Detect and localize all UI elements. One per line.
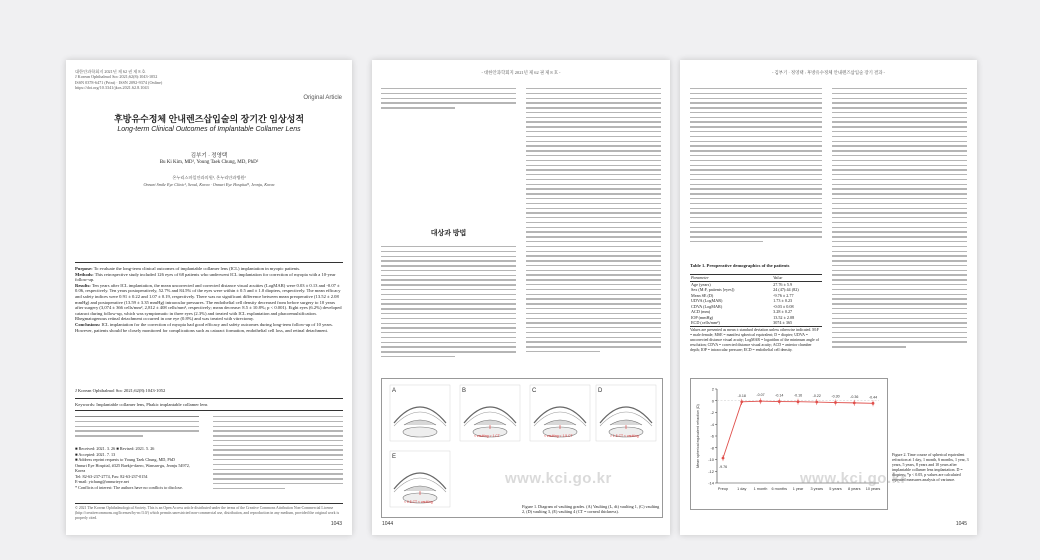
data-label: -0.22	[812, 394, 821, 399]
x-tick-label: 3 years	[810, 487, 823, 491]
diagram-panel	[390, 385, 450, 441]
info-line: ■ Received: 2021. 3. 26 ■ Revised: 2021. 5. 26	[75, 446, 155, 451]
data-point	[834, 401, 837, 404]
figure-1-vaulting-diagram	[381, 378, 663, 518]
authors-english: Bu Ki Kim, MD¹, Young Taek Chung, MD, PhD²	[159, 160, 259, 165]
section-heading: 대상과 방법	[430, 229, 467, 237]
y-tick-label: -2	[710, 410, 714, 415]
vault-label: < 0.5 CT < vaulting	[404, 500, 433, 504]
affiliation-korean: 온누리스마일안과의원¹, 온누리안과병원²	[172, 175, 246, 180]
diagram-panel	[596, 385, 656, 441]
table-row: CDVA (LogMAR) -0.03 ± 0.08	[691, 303, 794, 309]
data-point	[872, 402, 875, 405]
figure-1-caption: Figure 1. Diagram of vaulting grades. (A) Vaulting (L, dt) vaulting 1, (C) vaulting 2, (D) vaulting 3, (E) vaulting 4 (CT = corneal thickness).	[522, 504, 660, 515]
title-korean: 후방유수정체 안내렌즈삽입술의 장기간 임상성적	[113, 114, 305, 124]
meta-line: 대한안과학회지 2021년 제 62 권 제 8 호	[75, 69, 146, 74]
body-text-left	[690, 88, 822, 256]
running-head: - 김부기 · 정영택 : 후방유수정체 안내렌즈삽입술 장기 결과 -	[771, 70, 886, 75]
divider	[75, 398, 343, 399]
page-number: 1044	[382, 521, 394, 527]
table-1	[690, 274, 822, 327]
info-line: Onnuri Eye Hospital, #325 Baekje-daero, Wansan-gu, Jeonju 54972, Korea	[75, 462, 190, 473]
meta-line: ISSN 0378-6471 (Print) · ISSN 2092-9374 (Online)	[75, 79, 163, 85]
data-label: -0.44	[868, 395, 878, 400]
article-type: Original Article	[303, 95, 342, 101]
abstract-results: Results: Ten years after ICL implantation, the mean uncorrected and corrected distance visual acuities (LogMAR) were 0.03 ± 0.13 and -0.07 ± 0.06, respectively. Ten years postoperatively, 52.7% and 84.5% of the eyes were within ± 0.5 and ± 1.0 diopters, respectively. The mean efficacy and safety indices were 0.91 ± 0.22 and 1.07 ± 0.19, respectively. There was no significant difference between mean preoperative (13.52 ± 2.08 mmHg) and postoperative (13.59 ± 3.35 mmHg) intraocular pressures. The endothelial cell density decreased from before surgery to 10 years after surgery (3,074 ± 366 cells/mm², 2,812 ± 408 cells/mm², respectively; mean decrease: 8.5 ± 10.8%; p < 0.001). Eight eyes (6.2%) developed cataract during follow-up, which was symptomatic in three eyes (2.3%) and treated with ICL explantation and phacoemulsification. Rhegmatogenous retinal detachment occurred in one eye (0.8%) and was treated with vitrectomy.	[75, 282, 342, 322]
abstract-methods: Methods: This retrospective study included 126 eyes of 68 patients who underwent ICL implantation for correction of myopia with a 10-year follow-up.	[75, 271, 336, 283]
y-tick-label: 0	[711, 398, 714, 404]
journal-reference: J Korean Ophthalmol Soc 2021;62(8):1043-1052	[75, 388, 166, 393]
series-line	[723, 401, 873, 458]
table-header: Parameter	[690, 275, 772, 282]
x-tick-label: 8 years	[848, 487, 861, 491]
vaulting-diagram-svg	[382, 379, 662, 517]
figure-2-caption: Figure 2. Time course of spherical equivalent refraction at 1 day, 1 month, 6 months, 1 year, 3 years, 5 years, 8 years and 10 years after implantable collamer lens implantation. D = diopters; *p < 0.05, p values are calculated repeated measures analysis of variance.	[892, 452, 969, 482]
info-line: E-mail: ytchung@onnurieye.net	[75, 479, 129, 484]
x-tick-label: Preop	[717, 487, 729, 491]
data-label: -0.36	[850, 394, 859, 399]
table-row: IOP (mmHg) 13.52 ± 2.08	[691, 314, 795, 320]
data-point	[853, 401, 856, 404]
page-number: 1045	[955, 521, 967, 527]
table-header: Value	[772, 275, 822, 282]
y-tick-label: -14	[708, 480, 714, 486]
table-1-note: Values are presented as mean ± standard deviation unless otherwise indicated. M:F = male:female; MSE = manifest spherical equivalent; D = diopter; UDVA = uncorrected distance visual acuity; LogMAR = logarithm of the minimum angle of resolution; CDVA = corrected distance visual acuity; ACD = anterior chamber depth; IOP = intraocular pressure; ECD = endothelial cell density.	[690, 328, 819, 352]
data-label: -9.76	[718, 465, 728, 470]
body-text-right	[832, 88, 967, 372]
panel-letter: E	[392, 454, 397, 460]
panel-letter: C	[532, 388, 537, 394]
vault-label: < vaulting < 1.5 CT	[544, 434, 573, 438]
figure-2-chart	[690, 378, 888, 510]
body-text-right	[526, 88, 661, 372]
x-tick-label: 1 year	[792, 487, 804, 491]
page-2	[372, 60, 670, 535]
info-line: ■ Accepted: 2021. 7. 13	[75, 451, 116, 457]
table-row: Mean SE (D) -9.76 ± 2.77	[691, 292, 794, 298]
y-tick-label: -10	[708, 457, 714, 462]
panel-letter: D	[598, 388, 603, 394]
data-point	[759, 400, 762, 403]
page-number: 1043	[330, 521, 342, 527]
panel-letter: B	[462, 388, 467, 394]
divider	[75, 262, 343, 263]
info-line: Tel: 82-63-237-2774, Fax: 82-63-237-0154	[75, 473, 148, 479]
vault-label: > 1.5 CT < vaulting	[610, 434, 639, 438]
y-tick-label: -4	[710, 421, 714, 427]
info-line: ■ Address reprint requests to Young Taek Chung, MD, PhD	[75, 457, 175, 462]
vault-label: < vaulting > 1 CT	[474, 434, 500, 438]
watermark: www.kci.go.kr	[505, 470, 612, 487]
data-label: -0.30	[831, 394, 840, 399]
diagram-panel	[530, 385, 590, 441]
body-text-left	[381, 88, 516, 228]
divider	[75, 410, 343, 411]
data-label: -0.16	[793, 393, 803, 398]
y-axis-label: Mean spherical equivalent refraction (D)	[696, 404, 700, 468]
data-point	[740, 400, 743, 403]
data-point	[778, 400, 781, 403]
abstract	[75, 266, 343, 333]
crystalline-lens	[403, 427, 437, 437]
divider	[75, 503, 343, 504]
data-label: -0.07	[756, 393, 765, 398]
journal-meta	[75, 69, 215, 91]
abstract-conclusions: Conclusions: ICL implantation for the correction of myopia had good efficacy and safety outcomes during long-term follow-up of 10 years. However, patients should be closely monitored for complications such as cataract formation, endothelial cell loss, and retinal detachment.	[75, 321, 333, 333]
table-row: UDVA (LogMAR) 1.73 ± 0.23	[691, 298, 793, 303]
info-line: * Conflicts of interest: The authors have no conflicts to disclose.	[75, 484, 183, 490]
y-tick-label: -8	[710, 445, 714, 451]
data-label: -0.14	[775, 393, 784, 398]
authors-korean: 김부기 · 정영택	[190, 153, 228, 159]
page-1	[66, 60, 352, 535]
watermark: www.kci.go.kr	[800, 470, 907, 487]
x-tick-label: 10 years	[865, 487, 881, 491]
body-text-right	[213, 416, 343, 502]
data-label: -0.18	[737, 393, 746, 398]
affiliation-english: Onnuri Smile Eye Clinic¹, Seoul, Korea · Onnuri Eye Hospital², Jeonju, Korea	[143, 182, 275, 187]
y-tick-label: -12	[708, 468, 714, 474]
table-row: Age (years) 27.76 ± 5.9	[691, 281, 793, 287]
methods-text	[381, 246, 516, 372]
x-tick-label: 1 day	[737, 487, 747, 491]
sphere-equivalent-chart	[691, 379, 887, 509]
table-1-caption: Table 1. Preoperative demographics of the patients	[690, 263, 790, 268]
diagram-panel	[390, 451, 450, 507]
title-english: Long-term Clinical Outcomes of Implantable Collamer Lens	[117, 126, 301, 133]
doi-link[interactable]: https://doi.org/10.3341/jkos.2021.62.8.1043	[75, 85, 149, 91]
table-row: ACD (mm) 3.28 ± 0.27	[691, 309, 793, 314]
x-tick-label: 6 months	[771, 487, 788, 491]
x-tick-label: 5 years	[829, 487, 842, 491]
body-text-left	[75, 416, 199, 442]
correspondence-box	[75, 446, 199, 490]
data-point	[815, 401, 818, 404]
x-tick-label: 1 month	[753, 487, 768, 491]
y-tick-label: -6	[710, 433, 714, 439]
panel-letter: A	[392, 388, 397, 394]
table-row: Sex (M:F, patients [eyes]) 24 (47):44 (82)	[691, 287, 799, 292]
table-row: ECD (cells/mm²) 3074 ± 365	[690, 320, 822, 326]
copyright-notice: © 2021 The Korean Ophthalmological Society. This is an Open Access article distributed under the terms of the Creative Commons Attribution Non-Commercial License (http://creativecommons.org/licenses/by-nc/3.0/) which permits unrestricted non-commercial use, distribution, and reproduction in any medium, provided the original work is properly cited.	[75, 506, 340, 520]
y-tick-label: 2	[711, 386, 714, 392]
abstract-purpose: Purpose: To evaluate the long-term clinical outcomes of implantable collamer lens (ICL) implantation in myopic patients.	[75, 266, 301, 271]
data-point	[722, 457, 725, 460]
running-head: - 대한안과학회지 2021년 제 62 권 제 8 호 -	[481, 70, 561, 75]
meta-line: J Korean Ophthalmol Soc 2021;62(8):1043-1052	[75, 74, 158, 80]
keywords: Keywords: Implantable collamer lens, Phakic implantable collamer lens	[75, 402, 208, 407]
page-3	[680, 60, 977, 535]
diagram-panel	[460, 385, 520, 441]
data-point	[797, 400, 800, 403]
